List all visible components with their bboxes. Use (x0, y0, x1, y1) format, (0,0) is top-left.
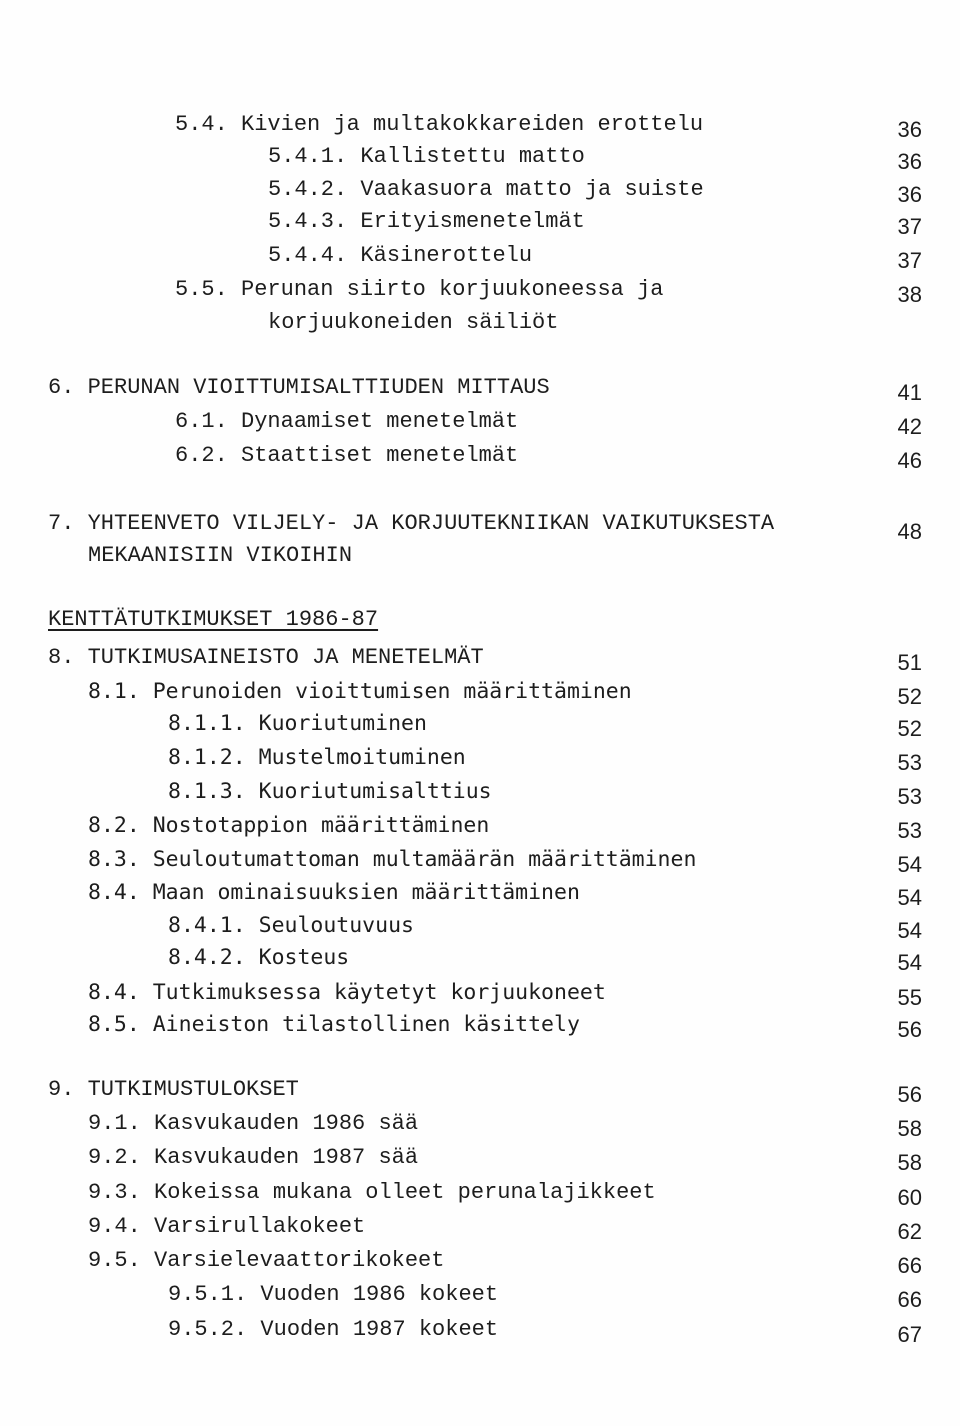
entry-title: Erityismenetelmät (360, 209, 585, 234)
toc-entry (0, 980, 960, 1010)
page-number: 53 (897, 784, 922, 809)
entry-title: Tutkimuksessa käytetyt korjuukoneet (152, 980, 606, 1005)
toc-entry-text (268, 243, 532, 269)
page-number: 54 (897, 885, 922, 910)
entry-title: Staattiset menetelmät (241, 443, 519, 468)
entry-number: 8.2. (88, 813, 140, 838)
page-number: 38 (897, 282, 922, 307)
entry-title: Kuoriutuminen (258, 711, 427, 736)
entry-number: 5.4.3. (268, 209, 348, 234)
toc-entry (0, 679, 960, 709)
entry-number: 7. (48, 511, 75, 536)
entry-number: 8.1.2. (168, 745, 246, 770)
entry-number: 5.5. (175, 277, 228, 302)
toc-entry-text (268, 177, 704, 203)
entry-title: Varsirullakokeet (154, 1214, 366, 1239)
entry-title: Vuoden 1986 kokeet (260, 1282, 499, 1307)
entry-number: 9.5.1. (168, 1282, 248, 1307)
entry-title: Mustelmoituminen (258, 745, 466, 770)
entry-number: 5.4.4. (268, 243, 348, 268)
toc-entry (0, 880, 960, 910)
page-number: 56 (897, 1082, 922, 1107)
page-number: 54 (897, 918, 922, 943)
entry-title: Perunoiden vioittumisen määrittäminen (152, 679, 632, 704)
entry-title: Perunan siirto korjuukoneessa ja (241, 277, 664, 302)
toc-entry (0, 1145, 960, 1175)
section-heading: KENTTÄTUTKIMUKSET 1986-87 (48, 607, 379, 632)
toc-entry (0, 745, 960, 775)
toc-entry-text (88, 1145, 418, 1171)
page-number: 48 (897, 519, 922, 544)
page-number: 52 (897, 716, 922, 741)
toc-entry-text (48, 511, 774, 537)
page-number: 58 (897, 1150, 922, 1175)
page-number: 46 (897, 448, 922, 473)
entry-title: TUTKIMUSAINEISTO JA MENETELMÄT (87, 645, 484, 670)
page-number: 37 (897, 248, 922, 273)
toc-entry-text (168, 1282, 498, 1308)
entry-title: Kosteus (258, 945, 350, 970)
page-number: 54 (897, 950, 922, 975)
toc-entry-text (88, 679, 632, 705)
entry-number: 9.1. (88, 1111, 141, 1136)
toc-entry (0, 177, 960, 207)
toc-entry-text (175, 409, 518, 435)
entry-title: Vaakasuora matto ja suiste (360, 177, 704, 202)
entry-title: Kasvukauden 1987 sää (154, 1145, 419, 1170)
toc-entry-text (168, 745, 466, 771)
toc-entry-text (88, 980, 606, 1006)
toc-entry (0, 847, 960, 877)
page-number: 51 (897, 650, 922, 675)
page-number: 36 (897, 117, 922, 142)
toc-chapter (0, 1077, 960, 1107)
entry-number: 8.3. (88, 847, 140, 872)
entry-title: Kivien ja multakokkareiden erottelu (241, 112, 704, 137)
entry-number: 5.4.1. (268, 144, 348, 169)
entry-number: 9.4. (88, 1214, 141, 1239)
toc-entry-text (48, 375, 550, 401)
entry-number: 8.4. (88, 980, 140, 1005)
entry-title: TUTKIMUSTULOKSET (87, 1077, 299, 1102)
entry-number: 9.2. (88, 1145, 141, 1170)
page-number: 58 (897, 1116, 922, 1141)
entry-number: 8.4.2. (168, 945, 246, 970)
toc-entry (0, 112, 960, 142)
entry-title: Varsielevaattorikokeet (154, 1248, 445, 1273)
toc-entry (0, 1248, 960, 1278)
toc-chapter (0, 375, 960, 405)
entry-number: 9.3. (88, 1180, 141, 1205)
toc-entry (0, 1214, 960, 1244)
page-number: 54 (897, 852, 922, 877)
page-number: 52 (897, 684, 922, 709)
entry-number: 8.4. (88, 880, 140, 905)
toc-entry-text (88, 880, 580, 906)
page-number: 66 (897, 1287, 922, 1312)
entry-title: PERUNAN VIOITTUMISALTTIUDEN MITTAUS (87, 375, 550, 400)
entry-number: 9. (48, 1077, 75, 1102)
toc-entry (0, 1012, 960, 1042)
toc-chapter (0, 645, 960, 675)
toc-entry-text (168, 779, 492, 805)
entry-number: 8.1. (88, 679, 140, 704)
toc-entry-text (88, 1248, 444, 1274)
entry-title: Kallistettu matto (360, 144, 585, 169)
toc-entry (0, 409, 960, 439)
entry-number: 8.1.3. (168, 779, 246, 804)
toc-entry (0, 1317, 960, 1347)
toc-entry (0, 813, 960, 843)
toc-entry (0, 277, 960, 335)
entry-number: 8.4.1. (168, 913, 246, 938)
entry-number: 9.5.2. (168, 1317, 248, 1342)
entry-title: Maan ominaisuuksien määrittäminen (152, 880, 580, 905)
entry-number: 6.1. (175, 409, 228, 434)
entry-title-continuation: korjuukoneiden säiliöt (268, 310, 559, 335)
entry-title: Seuloutuvuus (258, 913, 414, 938)
entry-number: 6. (48, 375, 75, 400)
toc-entry-text (175, 112, 703, 138)
toc-entry-text (168, 1317, 498, 1343)
toc-entry-text (88, 1012, 580, 1038)
toc-chapter (0, 511, 960, 568)
toc-entry (0, 1282, 960, 1312)
toc-entry-text (168, 945, 349, 971)
entry-title: Seuloutumattoman multamäärän määrittäminen (152, 847, 697, 872)
entry-title: Vuoden 1987 kokeet (260, 1317, 499, 1342)
page-number: 62 (897, 1219, 922, 1244)
toc-entry-text (48, 1077, 299, 1103)
toc-entry (0, 443, 960, 473)
entry-title: Nostotappion määrittäminen (152, 813, 490, 838)
toc-entry (0, 779, 960, 809)
toc-entry-text (48, 645, 484, 671)
page-number: 41 (897, 380, 922, 405)
page-number: 67 (897, 1322, 922, 1347)
page-number: 55 (897, 985, 922, 1010)
entry-number: 8. (48, 645, 75, 670)
entry-title: Kasvukauden 1986 sää (154, 1111, 419, 1136)
toc-entry (0, 144, 960, 174)
toc-entry-text (168, 711, 427, 737)
page-number: 42 (897, 414, 922, 439)
toc-entry-text (175, 277, 663, 303)
entry-title-continuation: MEKAANISIIN VIKOIHIN (88, 543, 353, 568)
toc-entry-text (88, 1214, 365, 1240)
entry-number: 9.5. (88, 1248, 141, 1273)
page-number: 60 (897, 1185, 922, 1210)
entry-title: Kokeissa mukana olleet perunalajikkeet (154, 1180, 656, 1205)
page-number: 56 (897, 1017, 922, 1042)
toc-entry-text (88, 1111, 418, 1137)
page-number: 37 (897, 214, 922, 239)
page-number: 36 (897, 182, 922, 207)
entry-title: Dynaamiset menetelmät (241, 409, 519, 434)
toc-entry-text (88, 1180, 656, 1206)
toc-entry-text (88, 813, 489, 839)
toc-entry (0, 243, 960, 273)
toc-entry (0, 1111, 960, 1141)
toc-entry (0, 1180, 960, 1210)
toc-entry (0, 945, 960, 975)
page-number: 53 (897, 818, 922, 843)
page-number: 36 (897, 149, 922, 174)
toc-entry-text (175, 443, 518, 469)
toc-entry-text (268, 209, 585, 235)
entry-title: Aineiston tilastollinen käsittely (152, 1012, 580, 1037)
entry-title: YHTEENVETO VILJELY- JA KORJUUTEKNIIKAN VAIKUTUKSESTA (87, 511, 775, 536)
toc-entry-text (168, 913, 414, 939)
toc-entry-text (268, 144, 585, 170)
entry-title: Käsinerottelu (360, 243, 533, 268)
entry-number: 8.1.1. (168, 711, 246, 736)
toc-entry (0, 209, 960, 239)
page-number: 53 (897, 750, 922, 775)
toc-entry (0, 913, 960, 943)
entry-number: 5.4.2. (268, 177, 348, 202)
entry-number: 8.5. (88, 1012, 140, 1037)
toc-entry-text (88, 847, 696, 873)
toc-entry (0, 711, 960, 741)
page-number: 66 (897, 1253, 922, 1278)
entry-number: 6.2. (175, 443, 228, 468)
entry-title: Kuoriutumisalttius (258, 779, 492, 804)
entry-number: 5.4. (175, 112, 228, 137)
